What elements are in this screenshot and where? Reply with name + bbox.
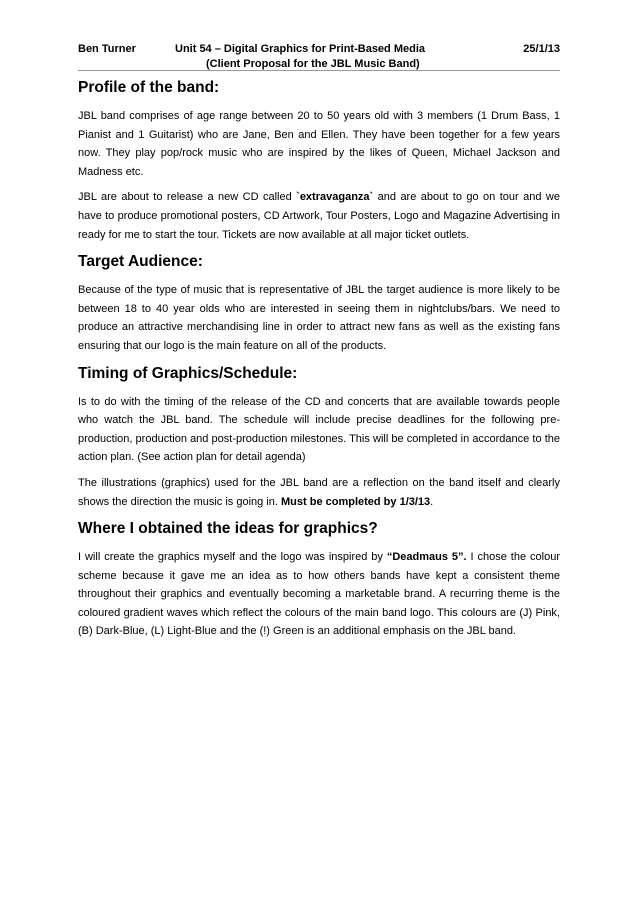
profile-paragraph-1: JBL band comprises of age range between 20 to 50 years old with 3 members (1 Drum Bass, 1 Pianist and 1 Guitarist) who are Jane, Ben and Ellen. They have been together for a few years now. They play pop/rock music who are inspired by the likes of Queen, Michael Jackson and Madness etc. [78, 110, 560, 178]
section-audience [78, 253, 560, 355]
page-header [78, 0, 560, 70]
timing-paragraph-2 [78, 474, 560, 511]
header-author: Ben Turner [78, 43, 136, 55]
audience-paragraph-1: Because of the type of music that is representative of JBL the target audience is more likely to be between 18 to 40 year olds who are interested in seeing them in nightclubs/bars. We need to produce an attractive merchandising line in order to attract new fans as well as the existing fans ensuring that our logo is the main feature on all of the products. [78, 284, 560, 352]
cd-title: `extravaganza` [296, 191, 374, 204]
section-timing [78, 365, 560, 512]
ideas-p1-text-start: I will create the graphics myself and the logo was inspired by [78, 551, 387, 564]
profile-p2-text-start: JBL are about to release a new CD called [78, 191, 297, 204]
header-course-title: Unit 54 – Digital Graphics for Print-Based Media [175, 43, 425, 55]
ideas-p1-text-end: I chose the colour scheme because it gave me an idea as to how others bands have kept a consistent theme throughout their graphics and eventually becoming a marketable brand. A recurring theme is the coloured gradient waves which reflect the colours of the main band logo. This colours are (J) Pink, (B) Dark-Blue, (L) Light-Blue and the (!) Green is an additional emphasis on the JBL band. [78, 551, 560, 638]
timing-p2-text-start: The illustrations (graphics) used for the JBL band are a reflection on the band itself and clearly shows the direction the music is going in. [78, 476, 560, 508]
timing-p2-text-end: . [430, 495, 434, 508]
header-date: 25/1/13 [523, 43, 560, 55]
profile-p2-text-end: and are about to go on tour and we have to produce promotional posters, CD Artwork, Tour Posters, Logo and Magazine Advertising in ready for me to start the tour. Tickets are now available at all major ticket outlets. [78, 191, 560, 241]
deadline-text: Must be completed by 1/3/13 [281, 495, 431, 508]
section-ideas [78, 520, 560, 641]
ideas-paragraph-1 [78, 548, 560, 641]
section-heading-profile: Profile of the band: [78, 79, 220, 96]
section-heading-audience: Target Audience: [78, 253, 203, 271]
header-subtitle: (Client Proposal for the JBL Music Band) [206, 58, 420, 70]
header-divider [78, 70, 560, 71]
section-profile [78, 79, 560, 244]
section-heading-ideas: Where I obtained the ideas for graphics? [78, 520, 378, 538]
section-heading-timing: Timing of Graphics/Schedule: [78, 364, 298, 382]
inspiration-name: “Deadmaus 5”. [386, 551, 467, 564]
profile-paragraph-2 [78, 188, 560, 244]
timing-paragraph-1: Is to do with the timing of the release of the CD and concerts that are available towards people who watch the JBL band. The schedule will include precise deadlines for the following pre-production, production and post-production milestones. This will be completed in accordance to the action plan. (See action plan for detail agenda) [78, 395, 560, 464]
